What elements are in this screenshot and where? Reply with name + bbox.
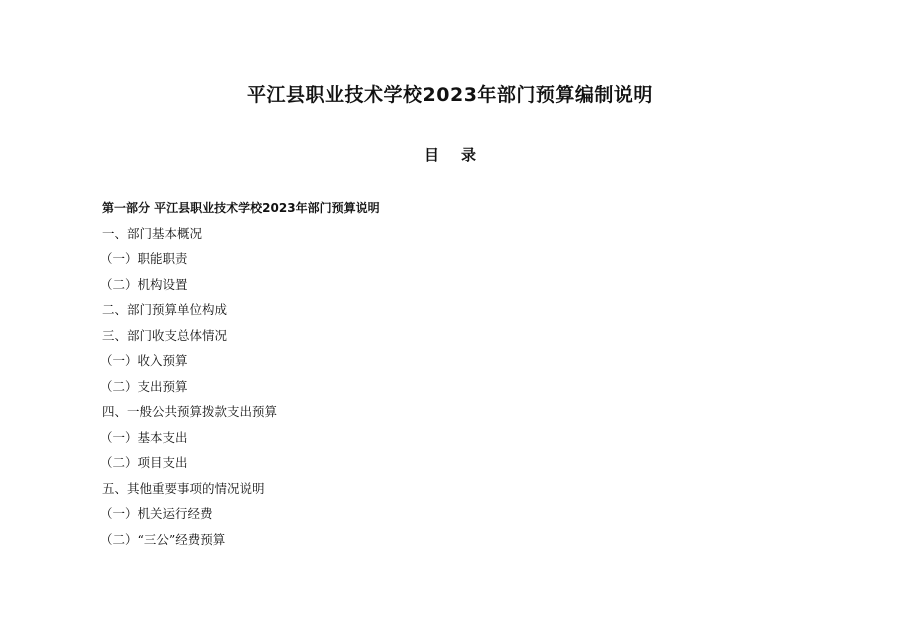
toc-entry-section: 五、其他重要事项的情况说明	[102, 480, 265, 496]
toc-entry-section: 四、一般公共预算拨款支出预算	[102, 404, 278, 419]
toc-entry-section: 三、部门收支总体情况	[102, 327, 228, 343]
toc-entry-subsection: （一）职能职责	[100, 251, 188, 266]
toc-heading	[0, 144, 900, 165]
toc-entry-section: 二、部门预算单位构成	[102, 302, 228, 317]
toc-heading-char: 目	[423, 146, 439, 164]
toc-entry-subsection: （二）“三公”经费预算	[100, 531, 226, 547]
toc-entry-subsection: （二）机构设置	[100, 276, 188, 292]
toc-entry-subsection: （一）收入预算	[100, 353, 188, 368]
toc-entry-subsection: （一）机关运行经费	[100, 506, 213, 521]
toc-heading-char: 录	[461, 146, 477, 164]
toc-entry-section: 一、部门基本概况	[102, 225, 203, 241]
toc-entry-part-one: 第一部分 平江县职业技术学校2023年部门预算说明	[102, 201, 380, 215]
toc-list	[102, 200, 380, 557]
document-title: 平江县职业技术学校2023年部门预算编制说明	[247, 84, 653, 106]
toc-entry-subsection: （二）项目支出	[100, 455, 188, 470]
toc-entry-subsection: （一）基本支出	[100, 429, 188, 445]
toc-entry-subsection: （二）支出预算	[100, 378, 188, 394]
